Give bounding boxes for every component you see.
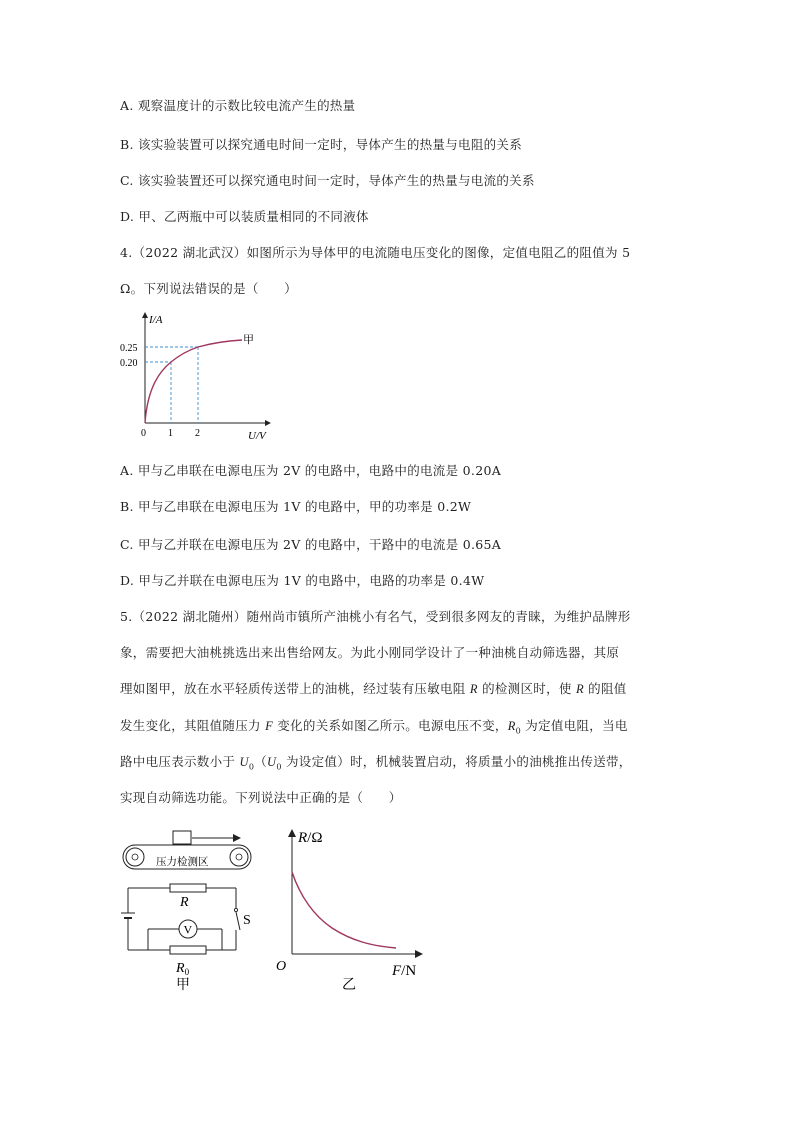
q5-resistor-r0 (170, 946, 206, 954)
q5-stem-line4: 发生变化，其阻值随压力 F 变化的关系如图乙所示。电源电压不变，$R_0$ 为定值电阻，当电 (120, 718, 628, 736)
q5-detect-zone-label: 压力检测区 (156, 857, 209, 868)
q5-yi-curve (292, 872, 396, 948)
q3-option-d: D. 甲、乙两瓶中可以装质量相同的不同液体 (120, 209, 369, 224)
q3-option-b: B. 该实验装置可以探究通电时间一定时，导体产生的热量与电阻的关系 (120, 137, 523, 152)
q5-stem-line2: 象，需要把大油桃挑选出来出售给网友。为此小刚同学设计了一种油桃自动筛选器，其原 (120, 645, 620, 660)
q4-x-axis-label: U/V (248, 430, 266, 442)
q5-stem-line3: 理如图甲，放在水平轻质传送带上的油桃，经过装有压敏电阻 R 的检测区时，使 R 的阻值 (120, 681, 627, 696)
q4-curve-label: 甲 (243, 334, 254, 346)
q5-switch-label: S (243, 913, 251, 928)
q4-option-a: A. 甲与乙串联在电源电压为 2V 的电路中，电路中的电流是 0.20A (120, 463, 502, 478)
q4-y-tick-020: 0.20 (120, 358, 138, 369)
q4-current-voltage-graph (120, 305, 290, 445)
q4-x-tick-2: 2 (195, 428, 200, 439)
q5-stem-line1: 5.（2022 湖北随州）随州尚市镇所产油桃小有名气，受到很多网友的青睐，为维护品牌形 (120, 609, 631, 624)
q5-stem-line5: 路中电压表示数小于 $U_0(U_0$ 为设定值）时，机械装置启动，将质量小的油桃推出传送带， (120, 754, 632, 772)
q4-option-c: C. 甲与乙并联在电源电压为 2V 的电路中，干路中的电流是 0.65A (120, 537, 502, 552)
q4-origin-label: 0 (141, 428, 146, 439)
svg-text:V: V (183, 922, 193, 937)
q5-yi-y-label: R/Ω (298, 830, 323, 846)
q5-fig-yi-caption: 乙 (342, 978, 356, 993)
q5-switch (236, 912, 240, 930)
q5-yi-x-label: F/N (392, 963, 417, 979)
q3-option-c: C. 该实验装置还可以探究通电时间一定时，导体产生的热量与电流的关系 (120, 173, 535, 188)
q3-option-a: A. 观察温度计的示数比较电流产生的热量 (120, 98, 356, 113)
q5-r0-label: $R_0$ (176, 961, 190, 977)
q4-stem-line1: 4.（2022 湖北武汉）如图所示为导体甲的电流随电压变化的图像，定值电阻乙的阻值为 5 (120, 245, 631, 260)
q4-option-b: B. 甲与乙串联在电源电压为 1V 的电路中，甲的功率是 0.2W (120, 499, 472, 514)
q4-x-tick-1: 1 (168, 428, 173, 439)
q4-option-d: D. 甲与乙并联在电源电压为 1V 的电路中，电路的功率是 0.4W (120, 573, 485, 588)
q5-stem-line6: 实现自动筛选功能。下列说法中正确的是（ ） (120, 790, 402, 805)
q4-y-axis-label: I/A (149, 314, 163, 326)
q5-fig-jia-caption: 甲 (176, 978, 190, 993)
q4-stem-line2: Ω。下列说法错误的是（ ） (120, 281, 298, 296)
q5-resistor-r (170, 884, 206, 892)
q5-peach-box (173, 831, 191, 844)
q5-figure-yi (272, 826, 432, 996)
q5-r-label: R (180, 895, 189, 910)
q4-y-tick-025: 0.25 (120, 343, 138, 354)
q5-figure-jia (118, 826, 268, 996)
q5-left-roller (126, 848, 144, 866)
q5-right-roller (230, 848, 248, 866)
q5-yi-origin: O (276, 959, 287, 974)
q4-curve-jia (145, 340, 242, 423)
